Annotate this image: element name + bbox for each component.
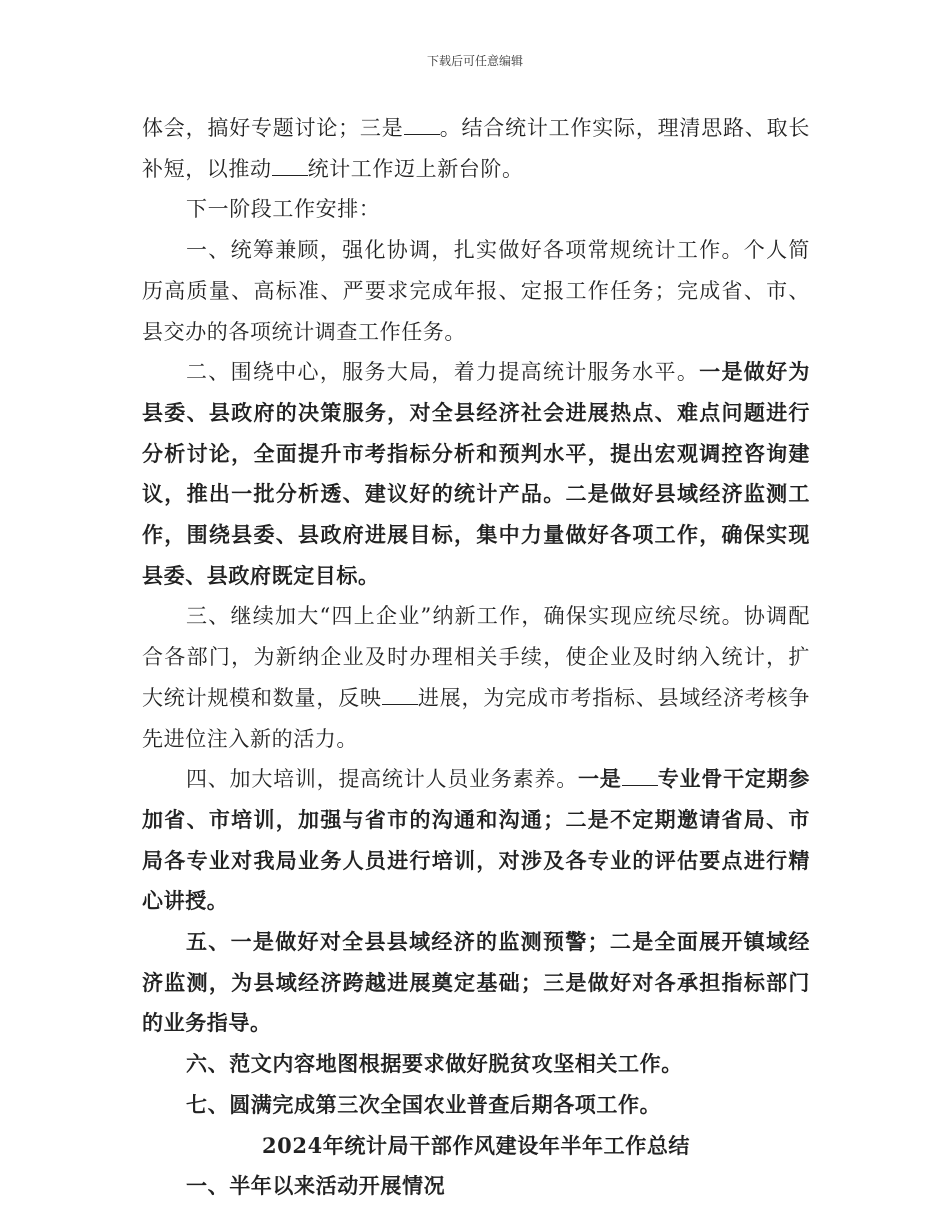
paragraph-2: 下一阶段工作安排： — [186, 197, 381, 222]
paragraph-6-bold-a: 一是 — [578, 766, 622, 792]
paragraph-6-lead: 四、加大培训，提高统计人员业务素养。 — [186, 767, 578, 792]
paragraph-6 — [142, 759, 810, 922]
paragraph-5-part-a: 三、继续加大“四上企业”纳新工作，确保实现应统尽统。协调配合各部门，为新纳企业及时办理相关手续，使企业及时纳入统计，扩大统计规模和数量，反映 — [142, 604, 810, 710]
paragraph-5 — [142, 596, 810, 759]
section-title: 2024年统计局干部作风建设年半年工作总结 — [261, 1132, 691, 1158]
paragraph-1-part-c: 统计工作迈上新台阶。 — [307, 156, 524, 181]
blank-line — [272, 157, 308, 176]
paragraph-1-part-a: 体会，搞好专题讨论；三是 — [142, 116, 404, 140]
blank-line — [382, 686, 418, 705]
paragraph-4-lead: 二、围绕中心，服务大局，着力提高统计服务水平。 — [186, 360, 700, 385]
paragraph-4-bold: 一是做好为县委、县政府的决策服务，对全县经济社会进展热点、难点问题进行分析讨论，全面提升市考指标分析和预判水平，提出宏观调控咨询建议，推出一批分析透、建议好的统计产品。二是做好县域经济监测工作，围绕县委、县政府进展目标，集中力量做好各项工作，确保实现县委、县政府既定目标。 — [142, 359, 810, 588]
paragraph-4 — [142, 352, 810, 596]
section-heading-1: 一、半年以来活动开展情况 — [186, 1173, 446, 1199]
blank-line — [404, 116, 440, 135]
paragraph-1-part-b: 。结合统计工作实际，理清思路、取长补短，以推动 — [142, 116, 810, 181]
paragraph-1 — [142, 108, 810, 189]
blank-line — [622, 767, 658, 786]
document-body — [142, 108, 810, 1207]
page-header: 下载后可任意编辑 — [426, 54, 523, 68]
paragraph-8: 六、范文内容地图根据要求做好脱贫攻坚相关工作。 — [186, 1051, 683, 1077]
paragraph-6-bold-b: 专业骨干定期参加省、市培训，加强与省市的沟通和沟通；二是不定期邀请省局、市局各专业对我局业务人员进行培训，对涉及各专业的评估要点进行精心讲授。 — [142, 766, 811, 914]
paragraph-3: 一、统筹兼顾，强化协调，扎实做好各项常规统计工作。个人简历高质量、高标准、严要求完成年报、定报工作任务；完成省、市、县交办的各项统计调查工作任务。 — [142, 238, 810, 344]
paragraph-5-part-b: 进展，为完成市考指标、县域经济考核争先进位注入新的活力。 — [142, 685, 810, 751]
paragraph-7: 五、一是做好对全县县域经济的监测预警；二是全面展开镇域经济监测，为县域经济跨越进展奠定基础；三是做好对各承担指标部门的业务指导。 — [142, 929, 810, 1036]
paragraph-9: 七、圆满完成第三次全国农业普查后期各项工作。 — [186, 1091, 662, 1117]
